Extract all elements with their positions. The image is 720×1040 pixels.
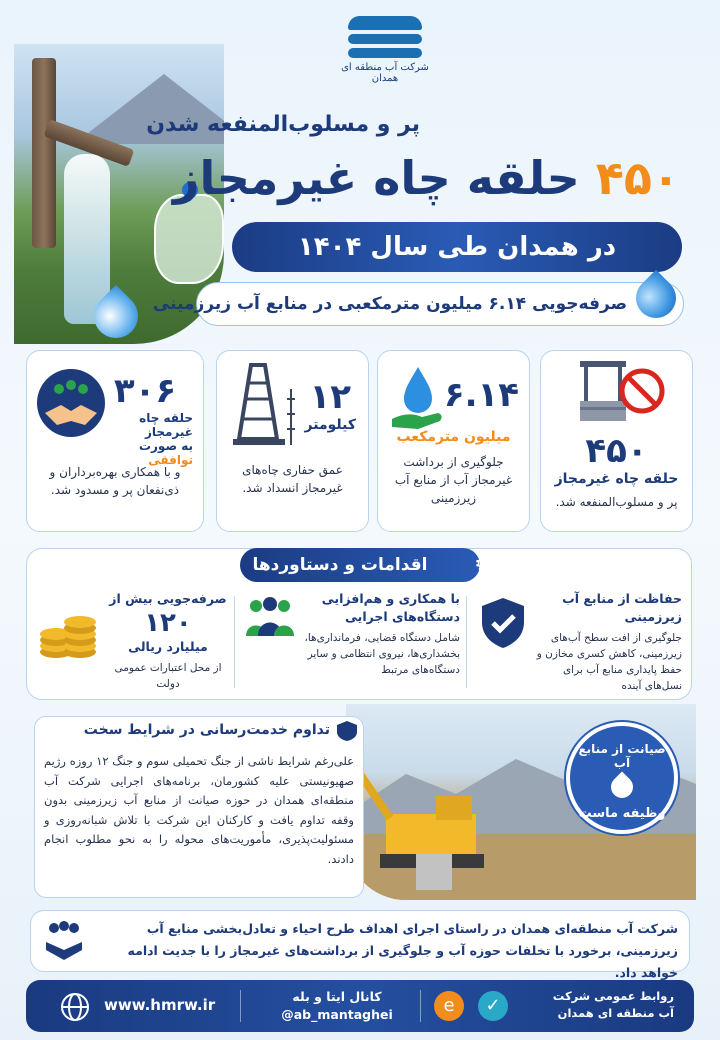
action-title: حفاظت از منابع آب زیرزمینی [562,591,682,624]
stat-card-volume [377,350,530,532]
saving-pill [152,282,684,326]
headline-line-2 [173,148,680,208]
stat-desc: جلوگیری از برداشت غیرمجاز آب از منابع آب زیرزمینی [394,455,513,505]
headline-subject: حلقه چاه غیرمجاز [173,151,580,205]
divider [466,596,467,688]
stat-value: ۴۵۰ [585,431,648,471]
footer-divider [240,990,241,1022]
stat-unit-accent: توافقی [148,453,193,467]
drill-rig-icon [231,359,301,453]
headline-count: ۴۵۰ [595,151,680,205]
footer-divider [420,990,421,1022]
action-desc: از محل اعتبارات عمومی دولت [114,662,222,690]
saving-number: ۶.۱۴ [488,294,527,314]
website-link[interactable]: www.hmrw.ir [104,996,216,1014]
water-hand-icon [388,363,448,437]
stat-desc: عمق حفاری چاه‌های غیرمجاز انسداد شد. [242,463,343,495]
footer-org [553,988,674,1022]
people-group-icon [244,590,296,678]
channel-label: کانال ایتا و بله [292,989,382,1004]
shield-icon [336,720,358,742]
action-title: با همکاری و هم‌افزایی دستگاه‌های اجرایی [321,591,460,624]
company-logo [330,14,440,94]
stat-desc: و با همکاری بهره‌برداران و ذی‌نفعان پر و مسدود شد. [49,465,181,497]
action-title: صرفه‌جویی بیش از [109,591,227,606]
action-savings [36,590,230,694]
stat-card-depth [216,350,369,532]
stat-unit: میلیون مترمکعب [396,429,511,445]
actions-title: اقدامات و دستاوردها [240,548,480,582]
people-hands-icon [40,916,88,964]
stat-value: ۱۲ [309,377,352,417]
globe-icon [60,992,90,1022]
headline-banner: در همدان طی سال ۱۴۰۴ [232,222,682,272]
action-cooperation [244,590,460,694]
shield-check-icon [476,590,526,694]
stat-unit: حلقه چاه غیرمجاز [139,411,193,439]
stat-unit: کیلومتر [304,417,356,433]
stat-card-agreement [26,350,204,532]
water-protection-seal [566,722,678,834]
stat-desc: پر و مسلوب‌المنفعه شد. [555,495,678,509]
action-unit: میلیارد ریالی [128,639,208,654]
logo-caption: شرکت آب منطقه ای همدان [341,62,429,84]
stat-value: ۶.۱۴ [443,375,519,415]
footer-channel [262,988,412,1024]
stat-unit: حلقه چاه غیرمجاز [554,471,679,487]
headline-line-1: پر و مسلوب‌المنفعه شدن [146,112,420,137]
continuity-body: علی‌رغم شرایط ناشی از جنگ تحمیلی سوم و جنگ ۱۲ روزه رژیم صهیونیستی علیه کشورمان، برنامه‌های اجرایی شرکت آب منطقه‌ای همدان در حوزه صیانت از منابع آب زیرزمینی بدون وقفه تداوم یافت و کارکنان این شرکت با تلاش شبانه‌روزی و مسئولیت‌پذیری، مأموریت‌های محوله را به نحو مطلوب انجام دادند. [44,754,354,866]
stat-unit-2 [97,439,193,467]
well-pipe-icon [32,58,56,248]
footer-org-line-2: آب منطقه ای همدان [557,1006,674,1020]
footer-org-line-1: روابط عمومی شرکت [552,989,674,1003]
stat-value: ۳۰۶ [113,371,177,411]
saving-prefix: صرفه‌جویی [532,294,627,314]
well-forbidden-icon [541,351,692,431]
closing-note: شرکت آب منطقه‌ای همدان در راستای اجرای اهداف طرح احیاء و تعادل‌بخشی منابع آب زیرزمینی، برخورد با تخلفات حوزه آب و جلوگیری از برداشت‌های غیرمجاز را با جدیت ادامه خواهد داد. [127,921,678,980]
logo-wave-icon [348,14,422,58]
seal-line-2: وظیفه ماست [578,806,666,821]
action-value: ۱۲۰ [144,608,192,638]
divider [234,596,235,688]
gear-icon: ⚙ [474,552,494,577]
action-desc: جلوگیری از افت سطح آب‌های زیرزمینی، کاهش کسری مخازن و حفظ پایداری منابع آب برای نسل‌های آینده [536,632,682,692]
action-desc: شامل دستگاه قضایی، فرمانداری‌ها، بخشداری‌ها، نیروی انتظامی و سایر دستگاه‌های مرتبط [304,632,460,676]
eitaa-app-icon[interactable]: e [434,991,464,1021]
seal-line-1: صیانت از منابع آب [578,742,666,770]
saving-suffix: میلیون مترمکعبی در منابع آب زیرزمینی [152,294,483,314]
continuity-title: تداوم خدمت‌رسانی در شرایط سخت [83,722,330,738]
bale-app-icon[interactable]: ✓ [478,991,508,1021]
action-protect [476,590,682,694]
coins-icon [36,590,100,692]
stat-unit-prefix: به صورت [138,439,193,453]
water-drop-icon [606,771,637,802]
channel-handle[interactable]: @ab_mantaghei [281,1007,393,1022]
stat-card-wells [540,350,693,532]
